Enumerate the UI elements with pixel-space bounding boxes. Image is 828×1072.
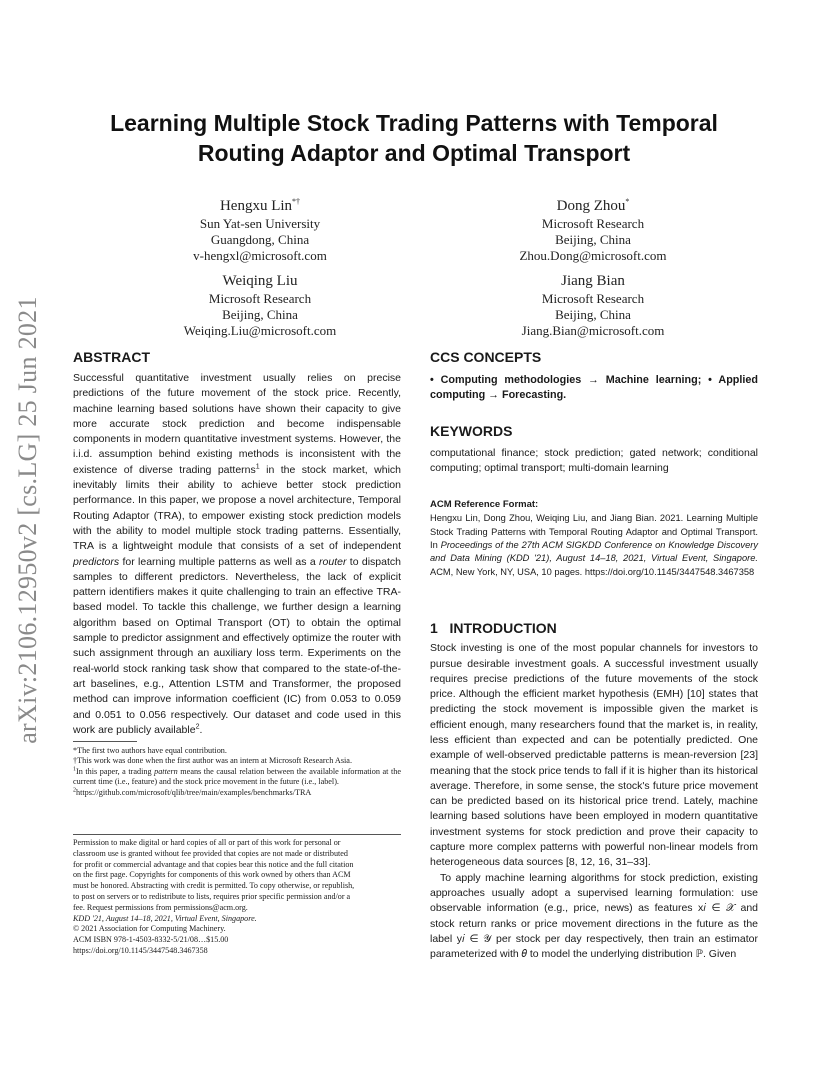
author-email: Jiang.Bian@microsoft.com xyxy=(521,323,665,339)
author-block-2 xyxy=(443,192,743,265)
author-affiliation: Microsoft Research xyxy=(541,291,645,306)
ccs-heading: CCS CONCEPTS xyxy=(430,349,542,365)
author-email: v-hengxl@microsoft.com xyxy=(193,248,327,264)
paper-title xyxy=(80,108,748,168)
permission-line: on the first page. Copyrights for components of this work owned by others than ACM xyxy=(73,870,351,880)
author-block-4 xyxy=(443,271,743,340)
author-block-3 xyxy=(110,271,410,340)
right-column xyxy=(430,348,758,962)
permission-block xyxy=(73,838,401,957)
isbn: ACM ISBN 978-1-4503-8332-5/21/08…$15.00 xyxy=(73,935,229,945)
permission-line: fee. Request permissions from permissions@acm.org. xyxy=(73,902,248,912)
author-email: Zhou.Dong@microsoft.com xyxy=(519,248,667,264)
footnote-divider xyxy=(73,741,137,742)
keywords-heading: KEYWORDS xyxy=(430,422,513,439)
footnotes xyxy=(73,746,401,798)
author-name: Jiang Bian xyxy=(561,273,625,289)
permission-line: for profit or commercial advantage and that copies bear this notice and the full citation xyxy=(73,859,354,869)
footnote-equal-contribution: *The first two authors have equal contribution. xyxy=(73,746,227,755)
author-location: Guangdong, China xyxy=(210,232,310,248)
keywords-text: computational finance; stock prediction; gated network; conditional computing; optimal transport; multi-domain learning xyxy=(430,446,758,474)
author-block-1 xyxy=(110,192,410,265)
title-line-1: Learning Multiple Stock Trading Patterns with Temporal xyxy=(110,110,718,136)
permission-line: Permission to make digital or hard copies of all or part of this work for personal or xyxy=(73,838,341,847)
author-affiliation: Microsoft Research xyxy=(208,291,312,306)
conference-info: KDD '21, August 14–18, 2021, Virtual Event, Singapore. xyxy=(73,913,257,923)
permission-line: classroom use is granted without fee provided that copies are not made or distributed xyxy=(73,848,348,858)
acm-ref-text: Hengxu Lin, Dong Zhou, Weiqing Liu, and Jiang Bian. 2021. Learning Multiple Stock Trading Patterns with Temporal Routing Adaptor and Optimal Transport. In Proceedings of the 27th ACM SIGKDD Conference on Knowledge Discovery and Data Mining (KDD '21), August 14–18, 2021, Virtual Event, Singapore. ACM, New York, NY, USA, 10 pages. https://doi.org/10.1145/3447548.3467358 xyxy=(430,513,758,577)
arxiv-side-stamp: arXiv:2106.12950v2 [cs.LG] 25 Jun 2021 xyxy=(13,296,42,744)
permission-line: must be honored. Abstracting with credit is permitted. To copy otherwise, or republish, xyxy=(73,881,355,891)
acm-ref-heading: ACM Reference Format: xyxy=(430,499,539,511)
author-location: Beijing, China xyxy=(555,307,631,323)
footnote-intern: †This work was done when the first author was an intern at Microsoft Research Asia. xyxy=(73,756,352,766)
abstract-heading: ABSTRACT xyxy=(73,349,150,365)
copyright-notice: © 2021 Association for Computing Machinery. xyxy=(73,924,226,934)
abstract-text: Successful quantitative investment usually relies on precise predictions of the future movement of the stock price. Recently, machine learning based solutions have shown their capacity to give more accurate stock prediction and become indispensable components in modern quantitative investment systems. However, the i.i.d. assumption behind existing methods is inconsistent with the existence of diverse trading patterns$^1$ in the stock market, which inevitably limits their ability to achieve better stock prediction performance. In this paper, we propose a novel architecture, Temporal Routing Adaptor (TRA), to empower existing stock prediction models with the ability to model multiple stock trading patterns. Essentially, TRA is a lightweight module that consists of a set of independent predictors for learning multiple patterns as well as a router to dispatch samples to different predictors. Nevertheless, the lack of explicit pattern identifiers makes it quite challenging to train an effective TRA-based model. To tackle this challenge, we further design a learning algorithm based on Optimal Transport (OT) to obtain the optimal sample to predictor assignment and effectively optimize the router with such assignment through an auxiliary loss term. Experiments on the real-world stock ranking task show that compared to the state-of-the-art baselines, e.g., Attention LSTM and Transformer, the proposed method can improve information coefficient (IC) from 0.053 to 0.059 and 0.051 to 0.056 respectively. Our dataset and code used in this work are publicly available$^2$. xyxy=(73,372,401,736)
left-column xyxy=(73,348,401,738)
doi-link[interactable]: https://doi.org/10.1145/3447548.3467358 xyxy=(73,945,208,955)
author-name: Weiqing Liu xyxy=(222,273,298,289)
footnote-code-link[interactable]: $^2$https://github.com/microsoft/qlib/tree/main/examples/benchmarks/TRA xyxy=(73,786,312,797)
author-name: Hengxu Lin xyxy=(219,198,293,214)
intro-heading: 1 INTRODUCTION xyxy=(430,620,557,637)
author-location: Beijing, China xyxy=(222,307,298,323)
intro-paragraph-2: To apply machine learning algorithms for stock prediction, existing approaches usually adopt a supervised learning formulation: use observable information (e.g., price, news) as features x𝑖 ∈ 𝒳 and stock return ranks or price movement directions in the future as the label y𝑖 ∈ 𝒴 per stock per day respectively, then train an estimator parameterized with 𝜃 to model the underlying distribution ℙ. Given xyxy=(430,871,758,961)
ccs-text: • Computing methodologies → Machine learning; • Applied computing → Forecasting. xyxy=(430,374,758,402)
title-line-2: Routing Adaptor and Optimal Transport xyxy=(197,140,631,166)
permission-line: to post on servers or to redistribute to lists, requires prior specific permission and/or a xyxy=(73,891,351,901)
author-affiliation: Sun Yat-sen University xyxy=(199,216,321,231)
intro-paragraph-1: Stock investing is one of the most popular channels for investors to pursue desirable investment goals. A successful investment usually requires precise predictions of the future movements of the stock price. Although the efficient market hypothesis (EMH) [10] states that predicting the stock movement is impossible given the market is efficient enough, many researchers found that the market is, in reality, less efficient than expected and can be potentially predicted. One example of well-observed predictable patterns is mean-reversion [23] meaning that the stock price tends to fall if it is higher than its historical average. Therefore, in some sense, the stock's future price movement can be predicted based on its historical price trend. Lately, machine learning based solutions have been employed in modern quantitative investment systems for stock prediction and prove their capacity to capture more complex patterns with powerful non-linear models from heterogeneous data sources [8, 12, 16, 31–33]. xyxy=(430,642,758,869)
author-location: Beijing, China xyxy=(555,232,631,248)
permission-divider xyxy=(73,834,401,835)
author-email: Weiqing.Liu@microsoft.com xyxy=(183,323,337,339)
author-mark: *† xyxy=(292,197,301,206)
author-mark: * xyxy=(625,197,630,206)
author-affiliation: Microsoft Research xyxy=(541,216,645,231)
footnote-pattern: $^1$In this paper, a trading pattern means the causal relation between the available information at the current time (i.e., feature) and the stock price movement in the future (i.e., label). xyxy=(73,766,401,787)
author-name: Dong Zhou xyxy=(556,198,626,214)
